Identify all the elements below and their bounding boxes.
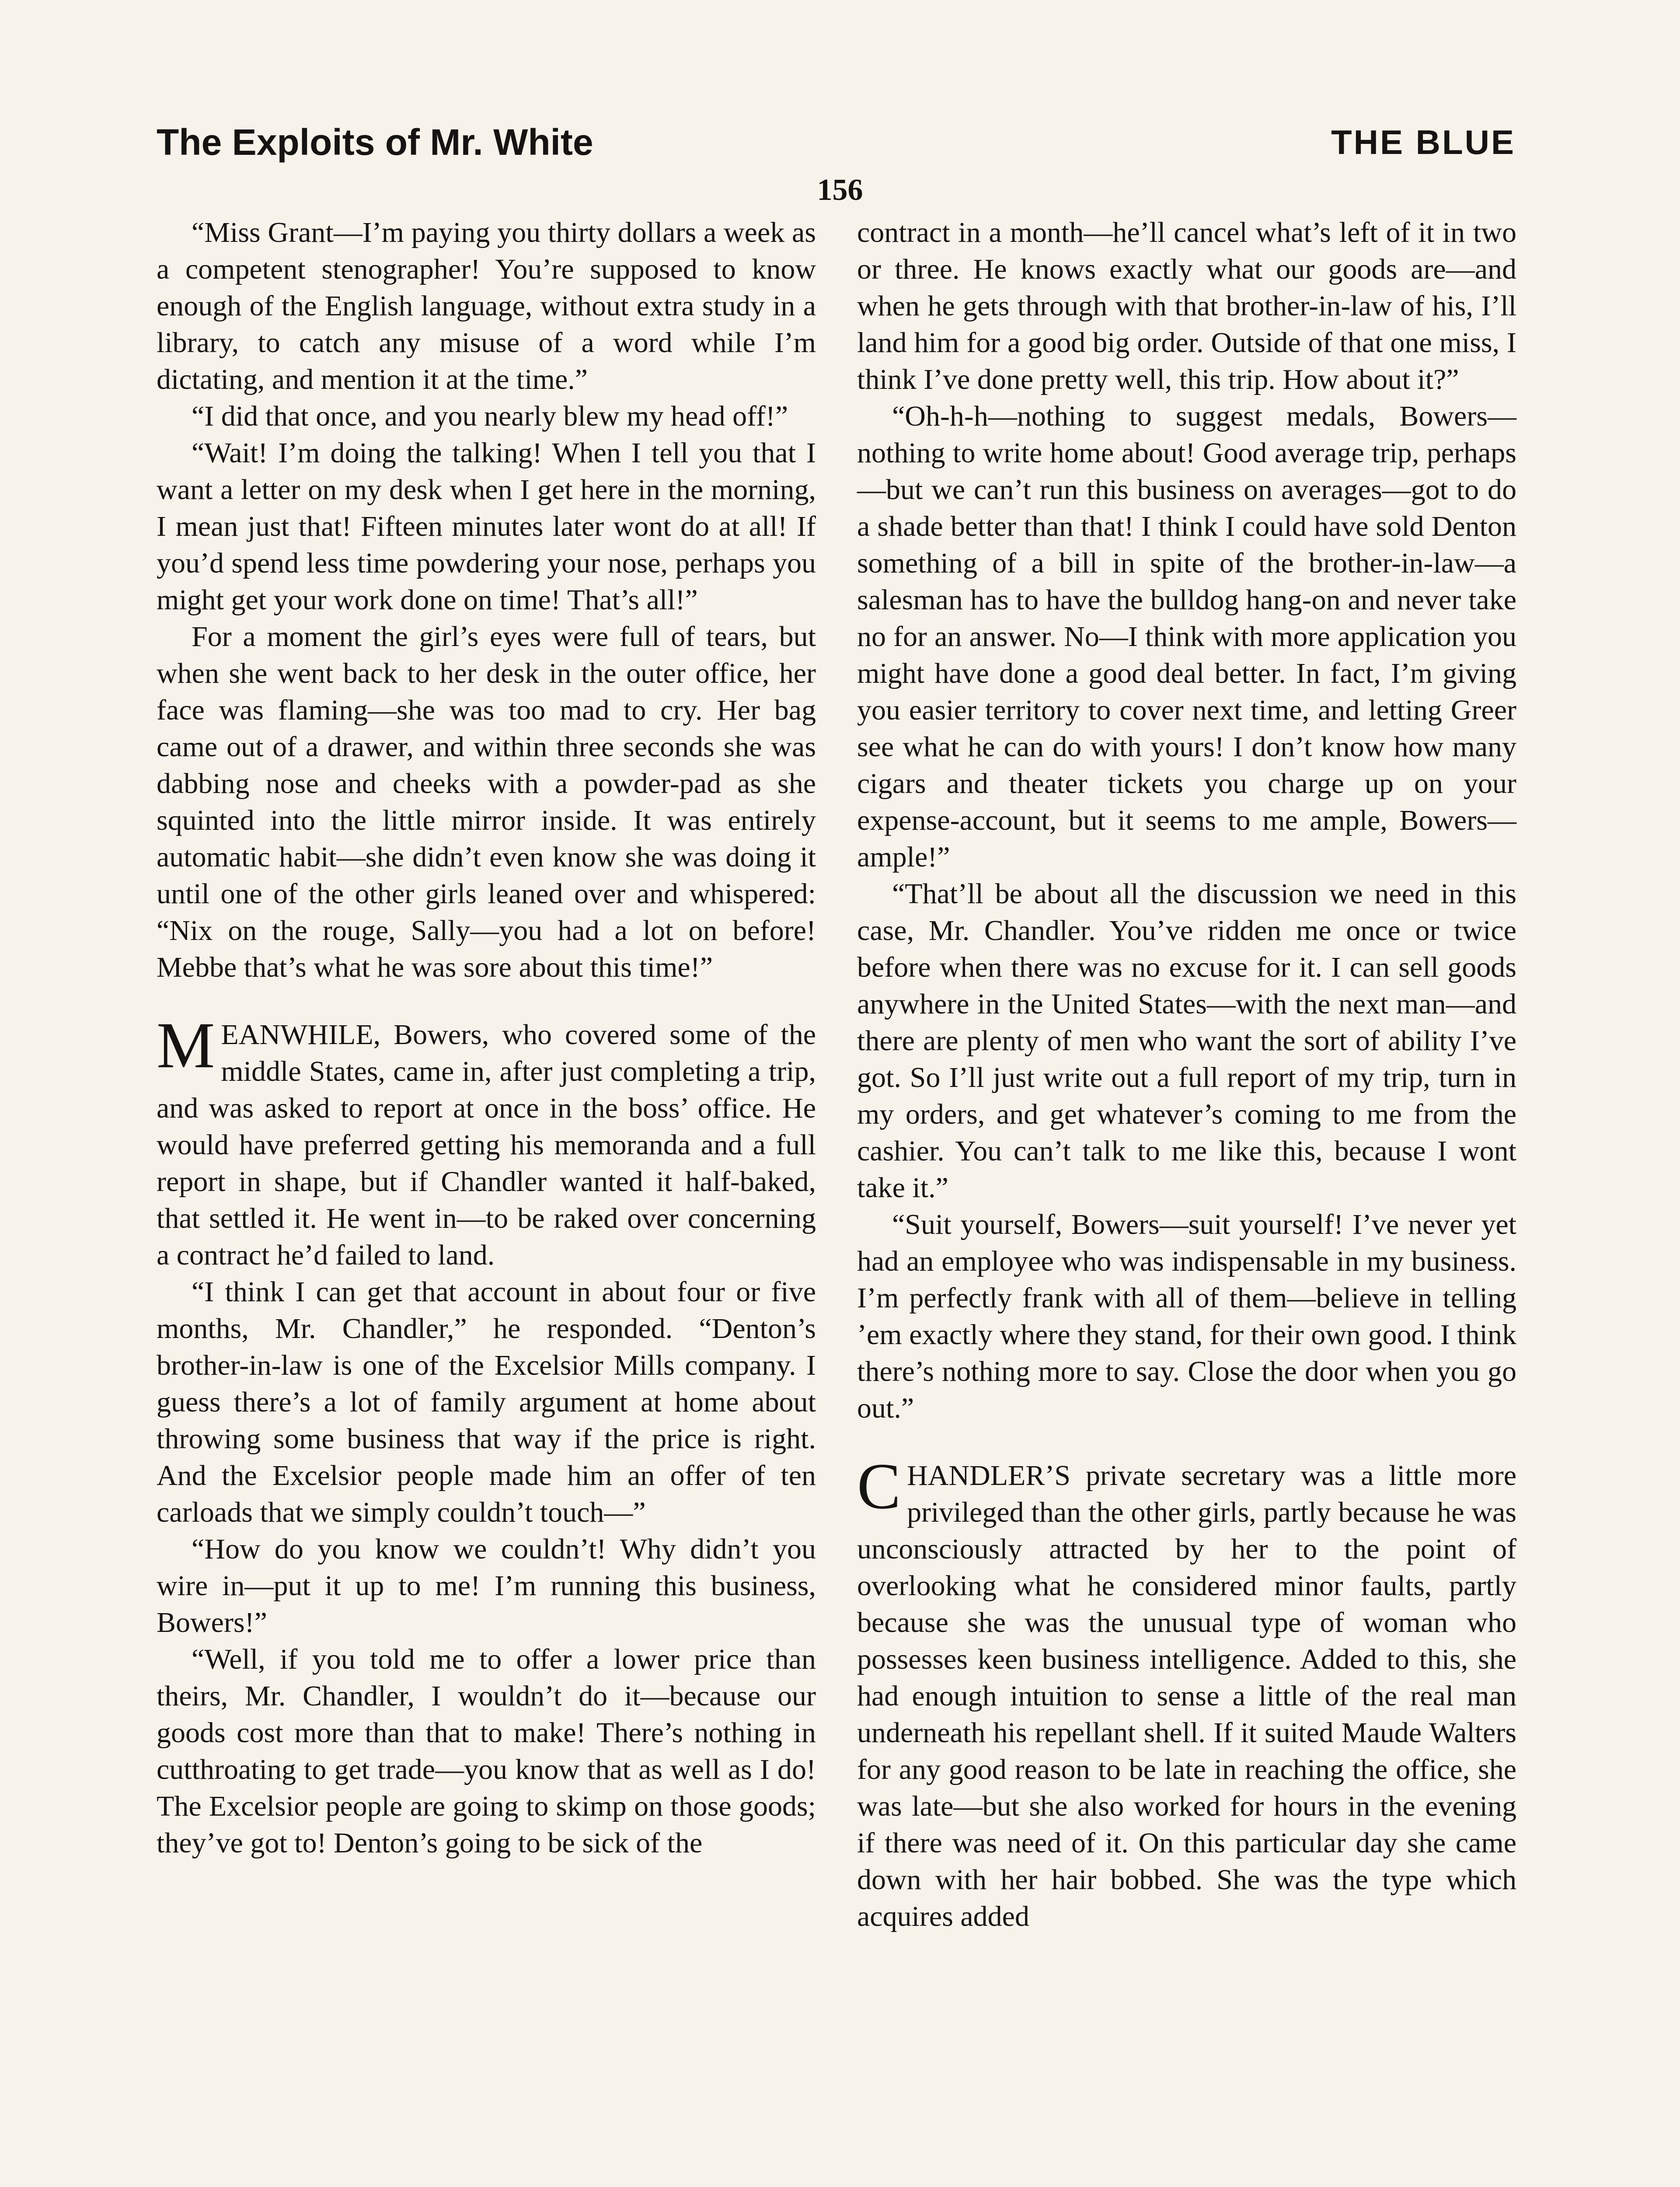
paragraph: “Oh-h-h—nothing to suggest medals, Bowers—nothing to write home about! Good average trip, perhaps—but we can’t run this business on averages—got to do a shade better than that! I think I could have sold Denton something of a bill in spite of the brother-in-law—a salesman has to have the bulldog hang-on and never take no for an answer. No—I think with more application you might have done a good deal better. In fact, I’m giving you easier territory to cover next time, and letting Greer see what he can do with yours! I don’t know how many cigars and theater tickets you charge up on your expense-account, but it seems to me ample, Bowers—ample!” xyxy=(857,400,1516,873)
paragraph-text: HANDLER’S private secretary was a little more privileged than the other girls, partly because he was unconsciously attracted by her to the point of overlooking what he considered minor faults, partly because she was the unusual type of woman who possesses keen business intelligence. Added to this, she had enough intuition to sense a little of the real man underneath his repellant shell. If it suited Maude Walters for any good reason to be late in reaching the office, she was late—but she also worked for hours in the evening if there was need of it. On this particular day she came down with her hair bobbed. She was the type which acquires added xyxy=(857,1460,1516,1932)
paragraph: “I think I can get that account in about four or five months, Mr. Chandler,” he responded. “Denton’s brother-in-law is one of the Excelsior Mills company. I guess there’s a lot of family argument at home about throwing some business that way if the price is right. And the Excelsior people made him an offer of ten carloads that we simply couldn’t touch—” xyxy=(157,1276,816,1528)
magazine-title: THE BLUE xyxy=(1331,123,1516,161)
section-opening-paragraph xyxy=(857,1450,1516,1935)
paragraph: “Wait! I’m doing the talking! When I tell you that I want a letter on my desk when I get here in the morning, I mean just that! Fifteen minutes later wont do at all! If you’d spend less time powdering your nose, perhaps you might get your work done on time! That’s all!” xyxy=(157,437,816,616)
paragraph: “Well, if you told me to offer a lower price than theirs, Mr. Chandler, I wouldn’t do it—because our goods cost more than that to make! There’s nothing in cutthroating to get trade—you know that as well as I do! The Excelsior people are going to skimp on those goods; they’ve got to! Denton’s going to be sick of the xyxy=(157,1643,816,1859)
left-column xyxy=(157,214,816,2187)
paragraph: “That’ll be about all the discussion we need in this case, Mr. Chandler. You’ve ridden me once or twice before when there was no excuse for it. I can sell goods anywhere in the United States—with the next man—and there are plenty of men who want the sort of ability I’ve got. So I’ll just write out a full report of my trip, turn in my orders, and get whatever’s coming to me from the cashier. You can’t talk to me like this, because I wont take it.” xyxy=(857,878,1516,1204)
right-column xyxy=(857,214,1516,2187)
paragraph: For a moment the girl’s eyes were full of tears, but when she went back to her desk in the outer office, her face was flaming—she was too mad to cry. Her bag came out of a drawer, and within three seconds she was dabbing nose and cheeks with a powder-pad as she squinted into the little mirror inside. It was entirely automatic habit—she didn’t even know she was doing it until one of the other girls leaned over and whispered: “Nix on the rouge, Sally—you had a lot on before! Mebbe that’s what he was sore about this time!” xyxy=(157,621,816,983)
paragraph: “I did that once, and you nearly blew my head off!” xyxy=(192,400,788,432)
paragraph: “Suit yourself, Bowers—suit yourself! I’ve never yet had an employee who was indispensable in my business. I’m perfectly frank with all of them—believe in telling ’em exactly where they stand, for their own good. I think there’s nothing more to say. Close the door when you go out.” xyxy=(857,1209,1516,1424)
paragraph: “How do you know we couldn’t! Why didn’t you wire in—put it up to me! I’m running this business, Bowers!” xyxy=(157,1533,816,1639)
section-opening-paragraph xyxy=(157,1009,816,1274)
continued-paragraph: contract in a month—he’ll cancel what’s left of it in two or three. He knows exactly what our goods are—and when he gets through with that brother-in-law of his, I’ll land him for a good big order. Outside of that one miss, I think I’ve done pretty well, this trip. How about it?” xyxy=(857,217,1516,395)
page-number: 156 xyxy=(817,173,863,207)
drop-cap: C xyxy=(857,1450,901,1523)
running-head xyxy=(157,118,1516,175)
paragraph: “Miss Grant—I’m paying you thirty dollars a week as a competent stenographer! You’re supposed to know enough of the English language, without extra study in a library, to catch any misuse of a word while I’m dictating, and mention it at the time.” xyxy=(157,217,816,395)
story-title: The Exploits of Mr. White xyxy=(157,122,593,163)
drop-cap: M xyxy=(157,1009,215,1082)
paragraph-text: EANWHILE, Bowers, who covered some of the middle States, came in, after just completing a trip, and was asked to report at once in the boss’ office. He would have preferred getting his memoranda and a full report in shape, but if Chandler wanted it half-baked, that settled it. He went in—to be raked over concerning a contract he’d failed to land. xyxy=(157,1019,816,1271)
